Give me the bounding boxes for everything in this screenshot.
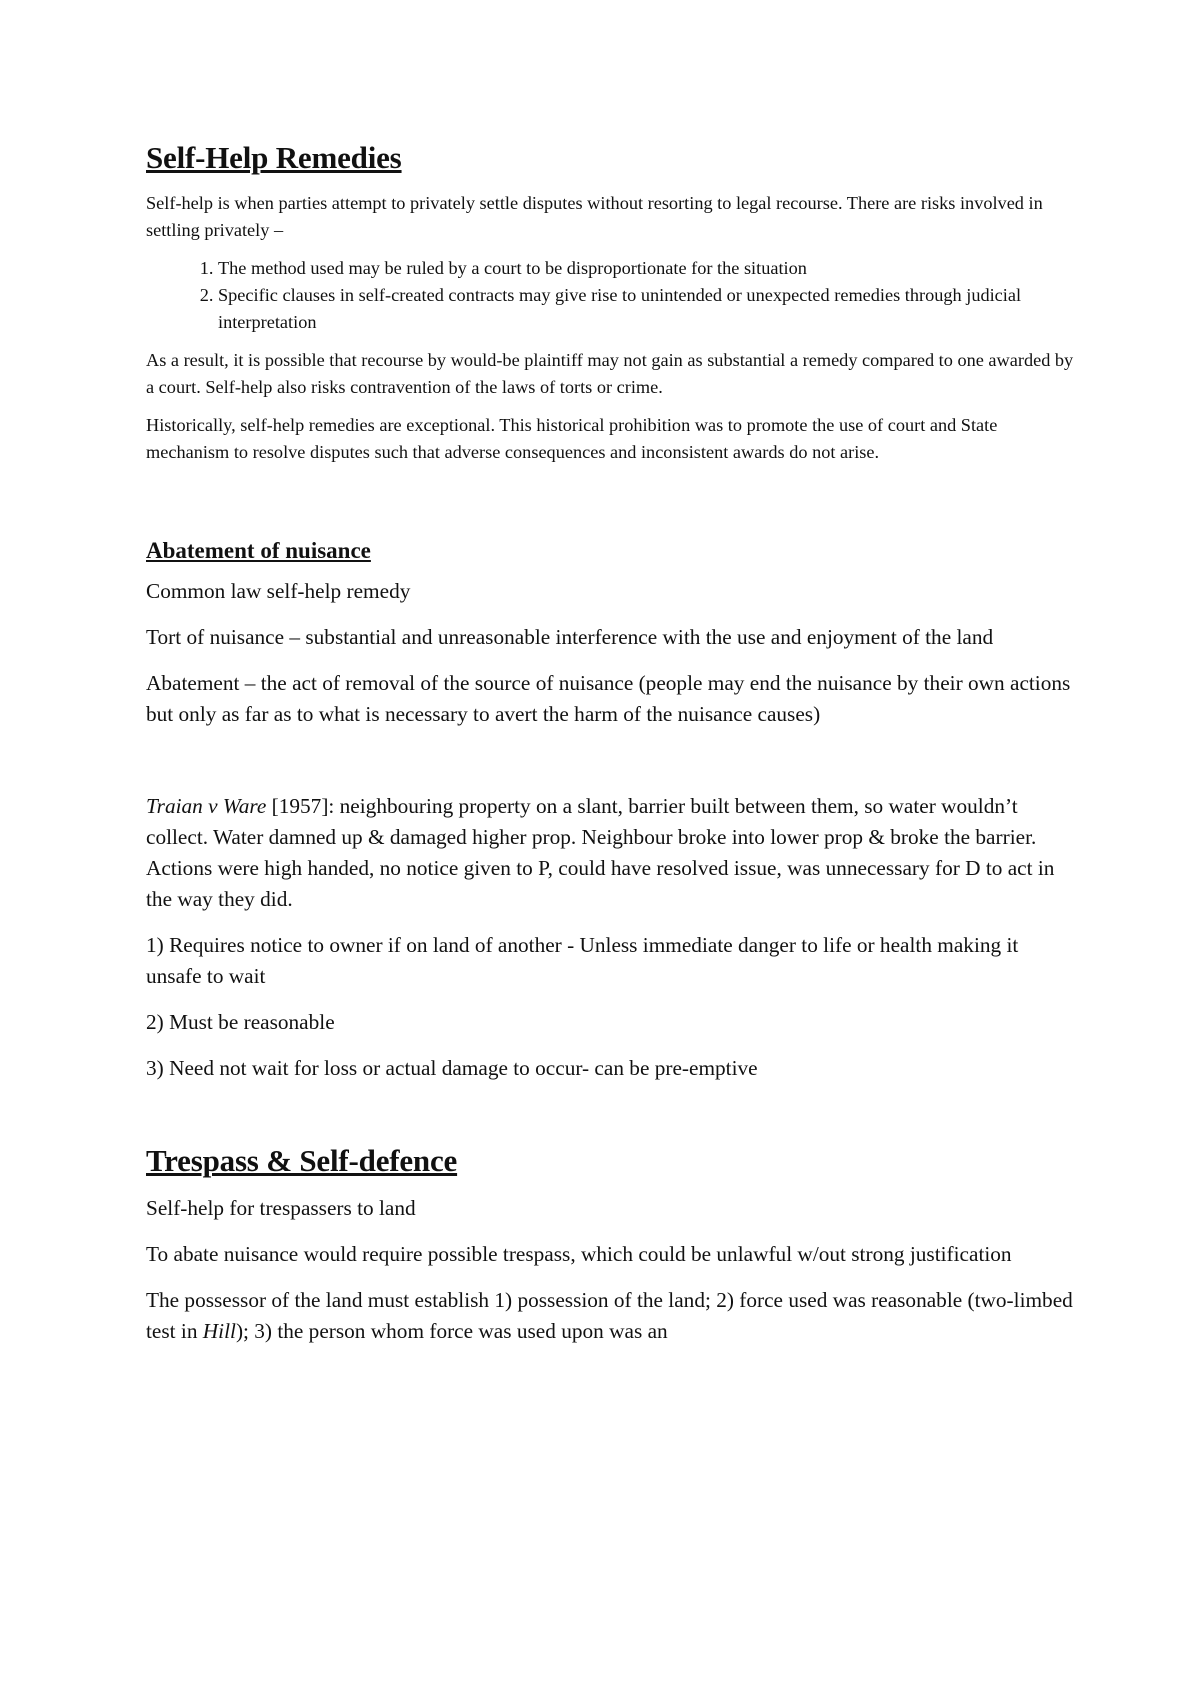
abatement-definition-paragraph: Abatement – the act of removal of the source of nuisance (people may end the nuisance by their own actions but only as far as to what is necessary to avert the harm of the nuisance causes) <box>146 671 1071 727</box>
section-self-help-remedies <box>146 140 1076 467</box>
case-summary: [1957]: neighbouring property on a slant, barrier built between them, so water wouldn’t collect. Water damned up & damaged higher prop. Neighbour broke into lower prop & broke the barrier. Actions were high handed, no notice given to P, could have resolved issue, was unnecessary for D to act in the way they did. <box>146 794 1055 912</box>
possessor-paragraph <box>146 1285 1076 1347</box>
requirement-3: 3) Need not wait for loss or actual damage to occur- can be pre-emptive <box>146 1056 758 1081</box>
spacer <box>146 1099 1076 1143</box>
common-law-paragraph: Common law self-help remedy <box>146 579 411 604</box>
section-abatement-of-nuisance <box>146 537 1076 1085</box>
result-paragraph: As a result, it is possible that recourse by would-be plaintiff may not gain as substantial a remedy compared to one awarded by a court. Self-help also risks contravention of the laws of torts or crime. <box>146 349 1074 398</box>
section-trespass-self-defence <box>146 1143 1076 1347</box>
heading-self-help-remedies: Self-Help Remedies <box>146 140 402 175</box>
case-name-hill: Hill <box>202 1318 236 1343</box>
risk-item-1: 1. The method used may be ruled by a court to be disproportionate for the situation <box>218 255 1076 282</box>
intro-paragraph: Self-help is when parties attempt to privately settle disputes without resorting to legal recourse. There are risks involved in settling privately – <box>146 192 1043 241</box>
spacer <box>146 745 1076 791</box>
risks-list <box>146 255 1076 336</box>
risk-item-2: 2. Specific clauses in self-created contracts may give rise to unintended or unexpected remedies through judicial interpretation <box>218 282 1076 336</box>
heading-abatement-of-nuisance: Abatement of nuisance <box>146 537 371 563</box>
requirement-2: 2) Must be reasonable <box>146 1010 335 1035</box>
tort-of-nuisance-paragraph: Tort of nuisance – substantial and unreasonable interference with the use and enjoyment of the land <box>146 625 994 650</box>
case-paragraph <box>146 791 1076 915</box>
abate-nuisance-paragraph: To abate nuisance would require possible trespass, which could be unlawful w/out strong justification <box>146 1241 1012 1266</box>
self-help-trespassers-paragraph: Self-help for trespassers to land <box>146 1195 416 1220</box>
possessor-text-start: The possessor of the land must establish 1) possession of the land; 2) force used was reasonable (two-limbed test in <box>146 1287 1073 1343</box>
historical-paragraph: Historically, self-help remedies are exceptional. This historical prohibition was to promote the use of court and State mechanism to resolve disputes such that adverse consequences and inconsistent awards do not arise. <box>146 414 998 463</box>
heading-trespass-self-defence: Trespass & Self-defence <box>146 1143 458 1179</box>
possessor-text-end: ); 3) the person whom force was used upon was an <box>235 1318 668 1343</box>
requirement-1: 1) Requires notice to owner if on land of another - Unless immediate danger to life or health making it unsafe to wait <box>146 933 1019 989</box>
spacer <box>146 477 1076 537</box>
document-page <box>146 140 1076 1362</box>
case-name: Traian v Ware <box>146 794 267 819</box>
